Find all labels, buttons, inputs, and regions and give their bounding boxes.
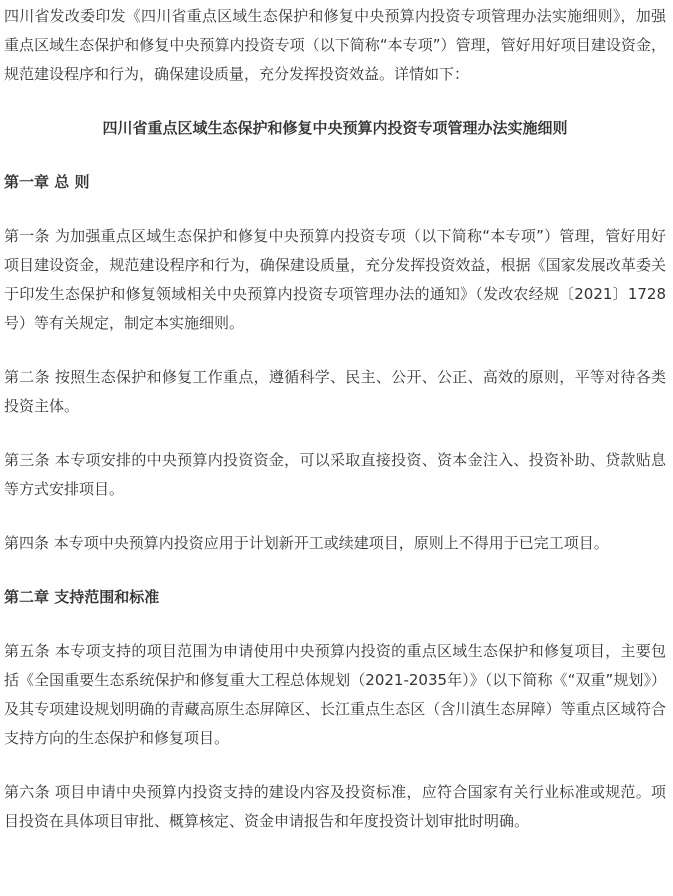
chapter-2-heading: 第二章 支持范围和标准 — [4, 588, 160, 606]
article-6: 第六条 项目申请中央预算内投资支持的建设内容及投资标准，应符合国家有关行业标准或规范。项目投资在具体项目审批、概算核定、资金申请报告和年度投资计划审批时明确。 — [4, 783, 666, 830]
document-title: 四川省重点区域生态保护和修复中央预算内投资专项管理办法实施细则 — [102, 119, 568, 137]
article-5: 第五条 本专项支持的项目范围为申请使用中央预算内投资的重点区域生态保护和修复项目，主要包括《全国重要生态系统保护和修复重大工程总体规划（2021-2035年）》（以下简称《“双重”规划》）及其专项建设规划明确的青藏高原生态屏障区、长江重点生态区（含川滇生态屏障）等重点区域符合支持方向的生态保护和修复项目。 — [4, 642, 666, 747]
article-2: 第二条 按照生态保护和修复工作重点，遵循科学、民主、公开、公正、高效的原则，平等对待各类投资主体。 — [4, 368, 666, 415]
article-4: 第四条 本专项中央预算内投资应用于计划新开工或续建项目，原则上不得用于已完工项目。 — [4, 534, 609, 552]
article-3: 第三条 本专项安排的中央预算内投资资金，可以采取直接投资、资本金注入、投资补助、贷款贴息等方式安排项目。 — [4, 451, 666, 498]
article-body — [4, 0, 666, 836]
article-1: 第一条 为加强重点区域生态保护和修复中央预算内投资专项（以下简称“本专项”）管理，管好用好项目建设资金，规范建设程序和行为，确保建设质量，充分发挥投资效益，根据《国家发展改革委关于印发生态保护和修复领域相关中央预算内投资专项管理办法的通知》（发改农经规〔2021〕1728号）等有关规定，制定本实施细则。 — [4, 227, 666, 332]
chapter-1-heading: 第一章 总 则 — [4, 173, 90, 191]
intro-paragraph: 四川省发改委印发《四川省重点区域生态保护和修复中央预算内投资专项管理办法实施细则》，加强重点区域生态保护和修复中央预算内投资专项（以下简称“本专项”）管理，管好用好项目建设资金，规范建设程序和行为，确保建设质量，充分发挥投资效益。详情如下： — [4, 7, 666, 83]
